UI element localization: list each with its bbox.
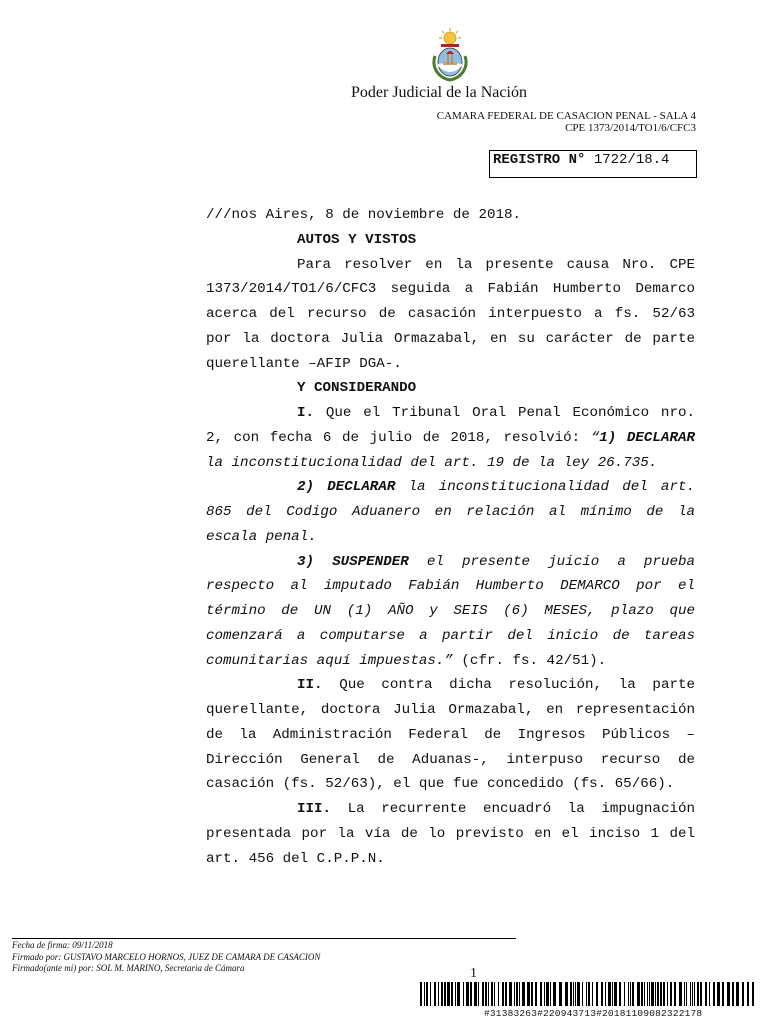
barcode-bar <box>727 982 730 1006</box>
court-name: CAMARA FEDERAL DE CASACION PENAL - SALA 4 <box>436 110 696 122</box>
barcode-bar <box>441 982 443 1006</box>
paragraph-1 <box>206 401 695 475</box>
page-number: 1 <box>470 966 477 981</box>
barcode-bar <box>657 982 659 1006</box>
barcode-bar <box>663 982 665 1006</box>
case-code: CPE 1373/2014/TO1/6/CFC3 <box>565 122 696 134</box>
barcode-bar <box>420 982 422 1006</box>
barcode-bar <box>577 982 580 1006</box>
barcode-bar <box>463 982 464 1006</box>
barcode-bar <box>630 982 631 1006</box>
barcode-bar <box>660 982 662 1006</box>
barcode-bar <box>559 982 562 1006</box>
barcode-bar <box>690 982 691 1006</box>
barcode-bar <box>550 982 551 1006</box>
paragraph-2 <box>206 673 695 797</box>
barcode-bar <box>424 982 425 1006</box>
footer-divider <box>12 938 516 939</box>
barcode-bar <box>667 982 668 1006</box>
paragraph-number: III. <box>297 801 332 817</box>
barcode-bar <box>535 982 537 1006</box>
paragraph-number: II. <box>297 677 323 694</box>
autos-heading: AUTOS Y VISTOS <box>297 231 417 248</box>
barcode-bar <box>674 982 676 1006</box>
barcode-bar <box>434 982 436 1006</box>
barcode-bar <box>457 982 460 1006</box>
barcode-bar <box>752 982 754 1006</box>
date-line: ///nos Aires, 8 de noviembre de 2018. <box>206 207 522 223</box>
barcode-bar <box>505 982 507 1006</box>
argentine-coat-of-arms-icon <box>429 26 471 82</box>
barcode-bar <box>444 982 446 1006</box>
barcode-bar <box>637 982 640 1006</box>
resolution-item-text: el presente juicio a prueba respecto al imputado Fabián Humberto DEMARCO por el término de UN (1) AÑO y SEIS (6) MESES, plazo que comenzará a computarse a partir del inicio de tareas comunitarias aquí impuestas.” <box>206 553 696 669</box>
barcode-bar <box>540 982 542 1006</box>
organization-name: Poder Judicial de la Nación <box>351 84 527 101</box>
barcode-bar <box>474 982 477 1006</box>
barcode-bar <box>747 982 749 1006</box>
barcode-bar <box>694 982 695 1006</box>
registro-label: REGISTRO N° <box>493 152 586 168</box>
paragraph-number: I. <box>297 405 315 421</box>
barcode-bar <box>522 982 525 1006</box>
barcode-bar <box>478 982 479 1006</box>
barcode-bar <box>494 982 495 1006</box>
barcode-bar <box>655 982 656 1006</box>
resolution-item-2 <box>206 475 695 549</box>
paragraph-text: La recurrente encuadró la impugnación presentada por la vía de lo previsto en el inciso 1 del art. 456 del C.P.P.N. <box>206 801 695 867</box>
barcode-bar <box>736 982 739 1006</box>
barcode-bar <box>624 982 625 1006</box>
barcode-bar <box>455 982 456 1006</box>
barcode-bar <box>573 982 574 1006</box>
barcode-bar <box>697 982 699 1006</box>
barcode-icon <box>420 982 756 1006</box>
signed-before: Firmado(ante mi) por: SOL M. MARINO, Secretaria de Cámara <box>12 963 245 973</box>
barcode-bar <box>514 982 515 1006</box>
barcode-bar <box>641 982 643 1006</box>
resolution-item-text: la inconstitucionalidad del art. 19 de la ley 26.735. <box>206 454 658 471</box>
resolution-item-text: la inconstitucionalidad del art. 865 del Codigo Aduanero en relación al mínimo de la escala penal. <box>206 479 695 545</box>
barcode-bar <box>546 982 549 1006</box>
barcode-bar <box>430 982 431 1006</box>
barcode-bar <box>705 982 707 1006</box>
quote-mark: “ <box>590 429 600 446</box>
barcode-bar <box>451 982 453 1006</box>
barcode-bar <box>651 982 654 1006</box>
barcode-bar <box>612 982 613 1006</box>
barcode-bar <box>644 982 645 1006</box>
barcode-bar <box>709 982 710 1006</box>
barcode-bar <box>516 982 518 1006</box>
barcode-bar <box>470 982 472 1006</box>
barcode-bar <box>700 982 702 1006</box>
barcode-bar <box>722 982 724 1006</box>
resolution-item-number: 1) DECLARAR <box>599 429 695 446</box>
barcode-bar <box>527 982 530 1006</box>
autos-paragraph: Para resolver en la presente causa Nro. CPE 1373/2014/TO1/6/CFC3 seguida a Fabián Humberto Demarco acerca del recurso de casación interpuesto a fs. 52/63 por la doctora Julia Ormazabal, en su carácter de parte querellante –AFIP DGA-. <box>206 256 695 372</box>
barcode-bar <box>482 982 484 1006</box>
barcode-bar <box>686 982 687 1006</box>
signed-by: Firmado por: GUSTAVO MARCELO HORNOS, JUEZ DE CAMARA DE CASACION <box>12 951 321 962</box>
barcode-bar <box>628 982 629 1006</box>
barcode-bar <box>553 982 556 1006</box>
barcode-bar <box>601 982 603 1006</box>
barcode-bar <box>649 982 650 1006</box>
barcode-bar <box>466 982 469 1006</box>
barcode-bar <box>570 982 572 1006</box>
barcode-bar <box>717 982 720 1006</box>
barcode-bar <box>519 982 520 1006</box>
paragraph-text: Que contra dicha resolución, la parte querellante, doctora Julia Ormazabal, en representación de la Administración Federal de Ingresos Públicos –Dirección General de Aduanas-, interpuso recurso de casación (fs. 52/63), el que fue concedido (fs. 65/66). <box>206 677 695 793</box>
barcode-bar <box>544 982 545 1006</box>
registro-value: 1722/18.4 <box>593 152 670 168</box>
barcode-bar <box>732 982 734 1006</box>
barcode-bar <box>605 982 606 1006</box>
barcode-bar <box>679 982 682 1006</box>
barcode-bar <box>647 982 648 1006</box>
barcode-bar <box>684 982 685 1006</box>
barcode-bar <box>509 982 512 1006</box>
barcode-bar <box>614 982 617 1006</box>
barcode-bar <box>426 982 428 1006</box>
barcode-bar <box>565 982 568 1006</box>
barcode-bar <box>485 982 487 1006</box>
resolution-item-number: 2) DECLARAR <box>297 479 396 496</box>
barcode-bar <box>588 982 590 1006</box>
barcode-bar <box>447 982 450 1006</box>
signature-notes <box>12 940 320 975</box>
barcode-bar <box>531 982 533 1006</box>
barcode-bar <box>502 982 504 1006</box>
barcode-bar <box>438 982 439 1006</box>
resolution-item-3 <box>206 550 695 674</box>
resolution-item-number: 3) SUSPENDER <box>297 553 409 570</box>
barcode-bar <box>586 982 587 1006</box>
signature-date: Fecha de firma: 09/11/2018 <box>12 940 113 950</box>
barcode-bar <box>608 982 611 1006</box>
paragraph-3 <box>206 797 695 871</box>
barcode-bar <box>491 982 493 1006</box>
barcode-bar <box>619 982 621 1006</box>
barcode-bar <box>713 982 715 1006</box>
barcode-bar <box>596 982 598 1006</box>
considerando-heading: Y CONSIDERANDO <box>297 380 417 397</box>
barcode-bar <box>498 982 499 1006</box>
barcode-bar <box>632 982 634 1006</box>
paragraph-text: Que el Tribunal Oral Penal Económico nro. 2, con fecha 6 de julio de 2018, resolvió: <box>206 405 695 446</box>
registro-box <box>489 150 697 178</box>
barcode-bar <box>592 982 593 1006</box>
barcode-bar <box>488 982 489 1006</box>
barcode-bar <box>670 982 672 1006</box>
barcode-bar <box>575 982 576 1006</box>
barcode-bar <box>582 982 583 1006</box>
document-body <box>206 203 695 871</box>
barcode-text: #31383263#220943713#20181109082322178 <box>484 1008 703 1019</box>
barcode-bar <box>742 982 744 1006</box>
citation: (cfr. fs. 42/51). <box>452 652 607 669</box>
barcode-bar <box>692 982 693 1006</box>
